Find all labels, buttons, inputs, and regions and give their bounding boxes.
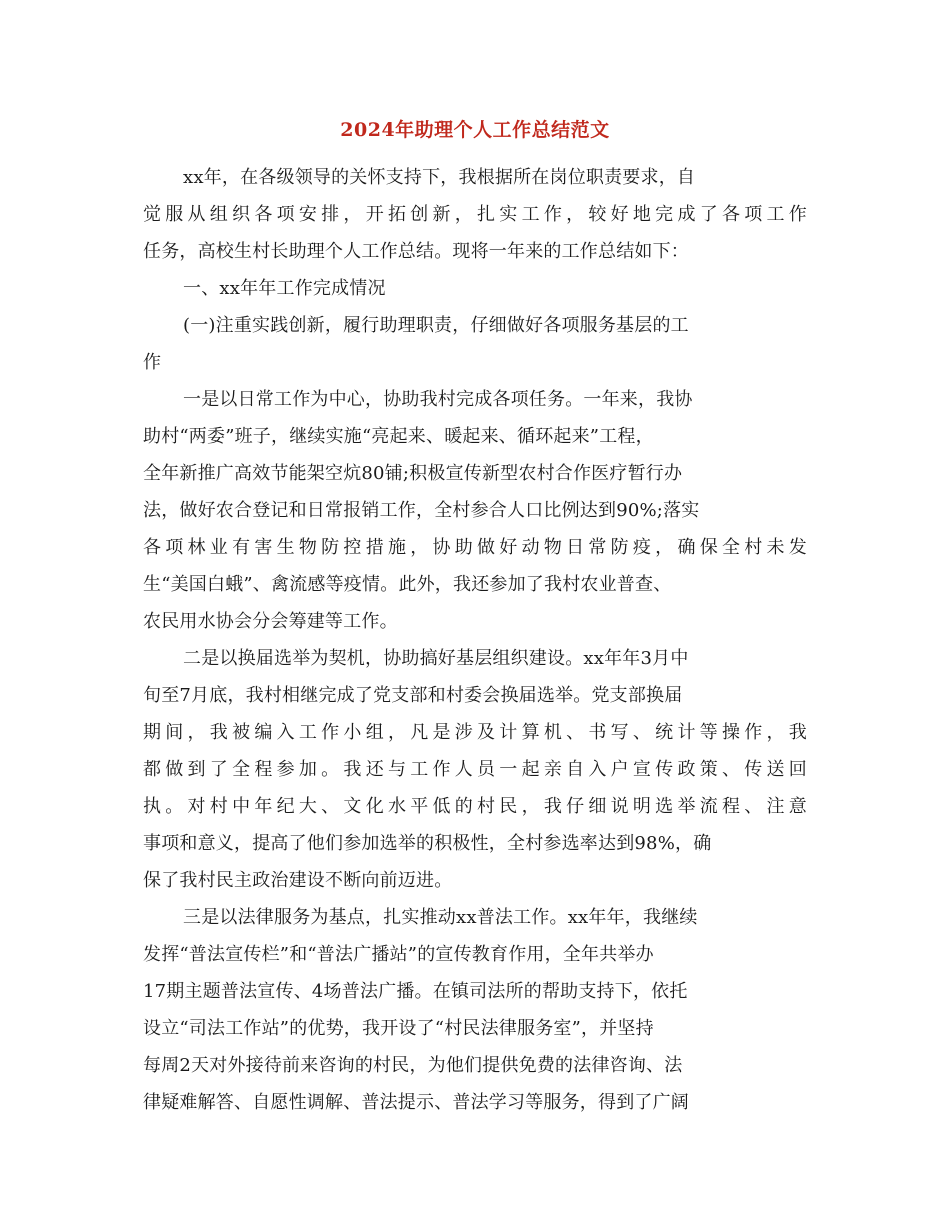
paragraph-line: 发挥“普法宣传栏”和“普法广播站”的宣传教育作用，全年共举办 [143, 944, 654, 965]
document-body [143, 159, 807, 1121]
paragraph-line: 觉服从组织各项安排，开拓创新，扎实工作，较好地完成了各项工作 [143, 204, 807, 225]
subsection-heading: 作 [143, 352, 162, 373]
paragraph-line: 全年新推广高效节能架空炕80铺;积极宣传新型农村合作医疗暂行办 [143, 463, 683, 484]
paragraph-line: 法，做好农合登记和日常报销工作，全村参合人口比例达到90%;落实 [143, 500, 700, 521]
paragraph-line: 律疑难解答、自愿性调解、普法提示、普法学习等服务，得到了广阔 [143, 1092, 689, 1113]
subsection-heading: (一)注重实践创新，履行助理职责，仔细做好各项服务基层的工 [183, 315, 689, 336]
paragraph-line: xx年，在各级领导的关怀支持下，我根据所在岗位职责要求，自 [183, 167, 696, 188]
paragraph-line: 各项林业有害生物防控措施，协助做好动物日常防疫，确保全村未发 [143, 537, 807, 558]
paragraph-line: 任务，高校生村长助理个人工作总结。现将一年来的工作总结如下： [143, 241, 689, 262]
paragraph-line: 一是以日常工作为中心，协助我村完成各项任务。一年来，我协 [183, 389, 693, 410]
paragraph-line: 执。对村中年纪大、文化水平低的村民，我仔细说明选举流程、注意 [143, 796, 807, 817]
paragraph-line: 期间，我被编入工作小组，凡是涉及计算机、书写、统计等操作，我 [143, 722, 807, 743]
paragraph-line: 三是以法律服务为基点，扎实推动xx普法工作。xx年年，我继续 [183, 907, 698, 928]
paragraph-line: 每周2天对外接待前来咨询的村民，为他们提供免费的法律咨询、法 [143, 1055, 683, 1076]
paragraph-line: 17期主题普法宣传、4场普法广播。在镇司法所的帮助支持下，依托 [143, 981, 688, 1002]
paragraph-line: 旬至7月底，我村相继完成了党支部和村委会换届选举。党支部换届 [143, 685, 683, 706]
paragraph-line: 事项和意义，提高了他们参加选举的积极性，全村参选率达到98%，确 [143, 833, 712, 854]
document-title: 2024年助理个人工作总结范文 [340, 119, 610, 141]
paragraph-line: 农民用水协会分会筹建等工作。 [143, 611, 398, 632]
paragraph-line: 生“美国白蛾”、禽流感等疫情。此外，我还参加了我村农业普查、 [143, 574, 672, 595]
paragraph-line: 助村“两委”班子，继续实施“亮起来、暖起来、循环起来”工程， [143, 426, 654, 447]
section-heading: 一、xx年年工作完成情况 [183, 278, 386, 299]
paragraph-line: 二是以换届选举为契机，协助搞好基层组织建设。xx年年3月中 [183, 648, 689, 669]
paragraph-line: 设立“司法工作站”的优势，我开设了“村民法律服务室”，并坚持 [143, 1018, 654, 1039]
paragraph-line: 保了我村民主政治建设不断向前迈进。 [143, 870, 453, 891]
paragraph-line: 都做到了全程参加。我还与工作人员一起亲自入户宣传政策、传送回 [143, 759, 807, 780]
